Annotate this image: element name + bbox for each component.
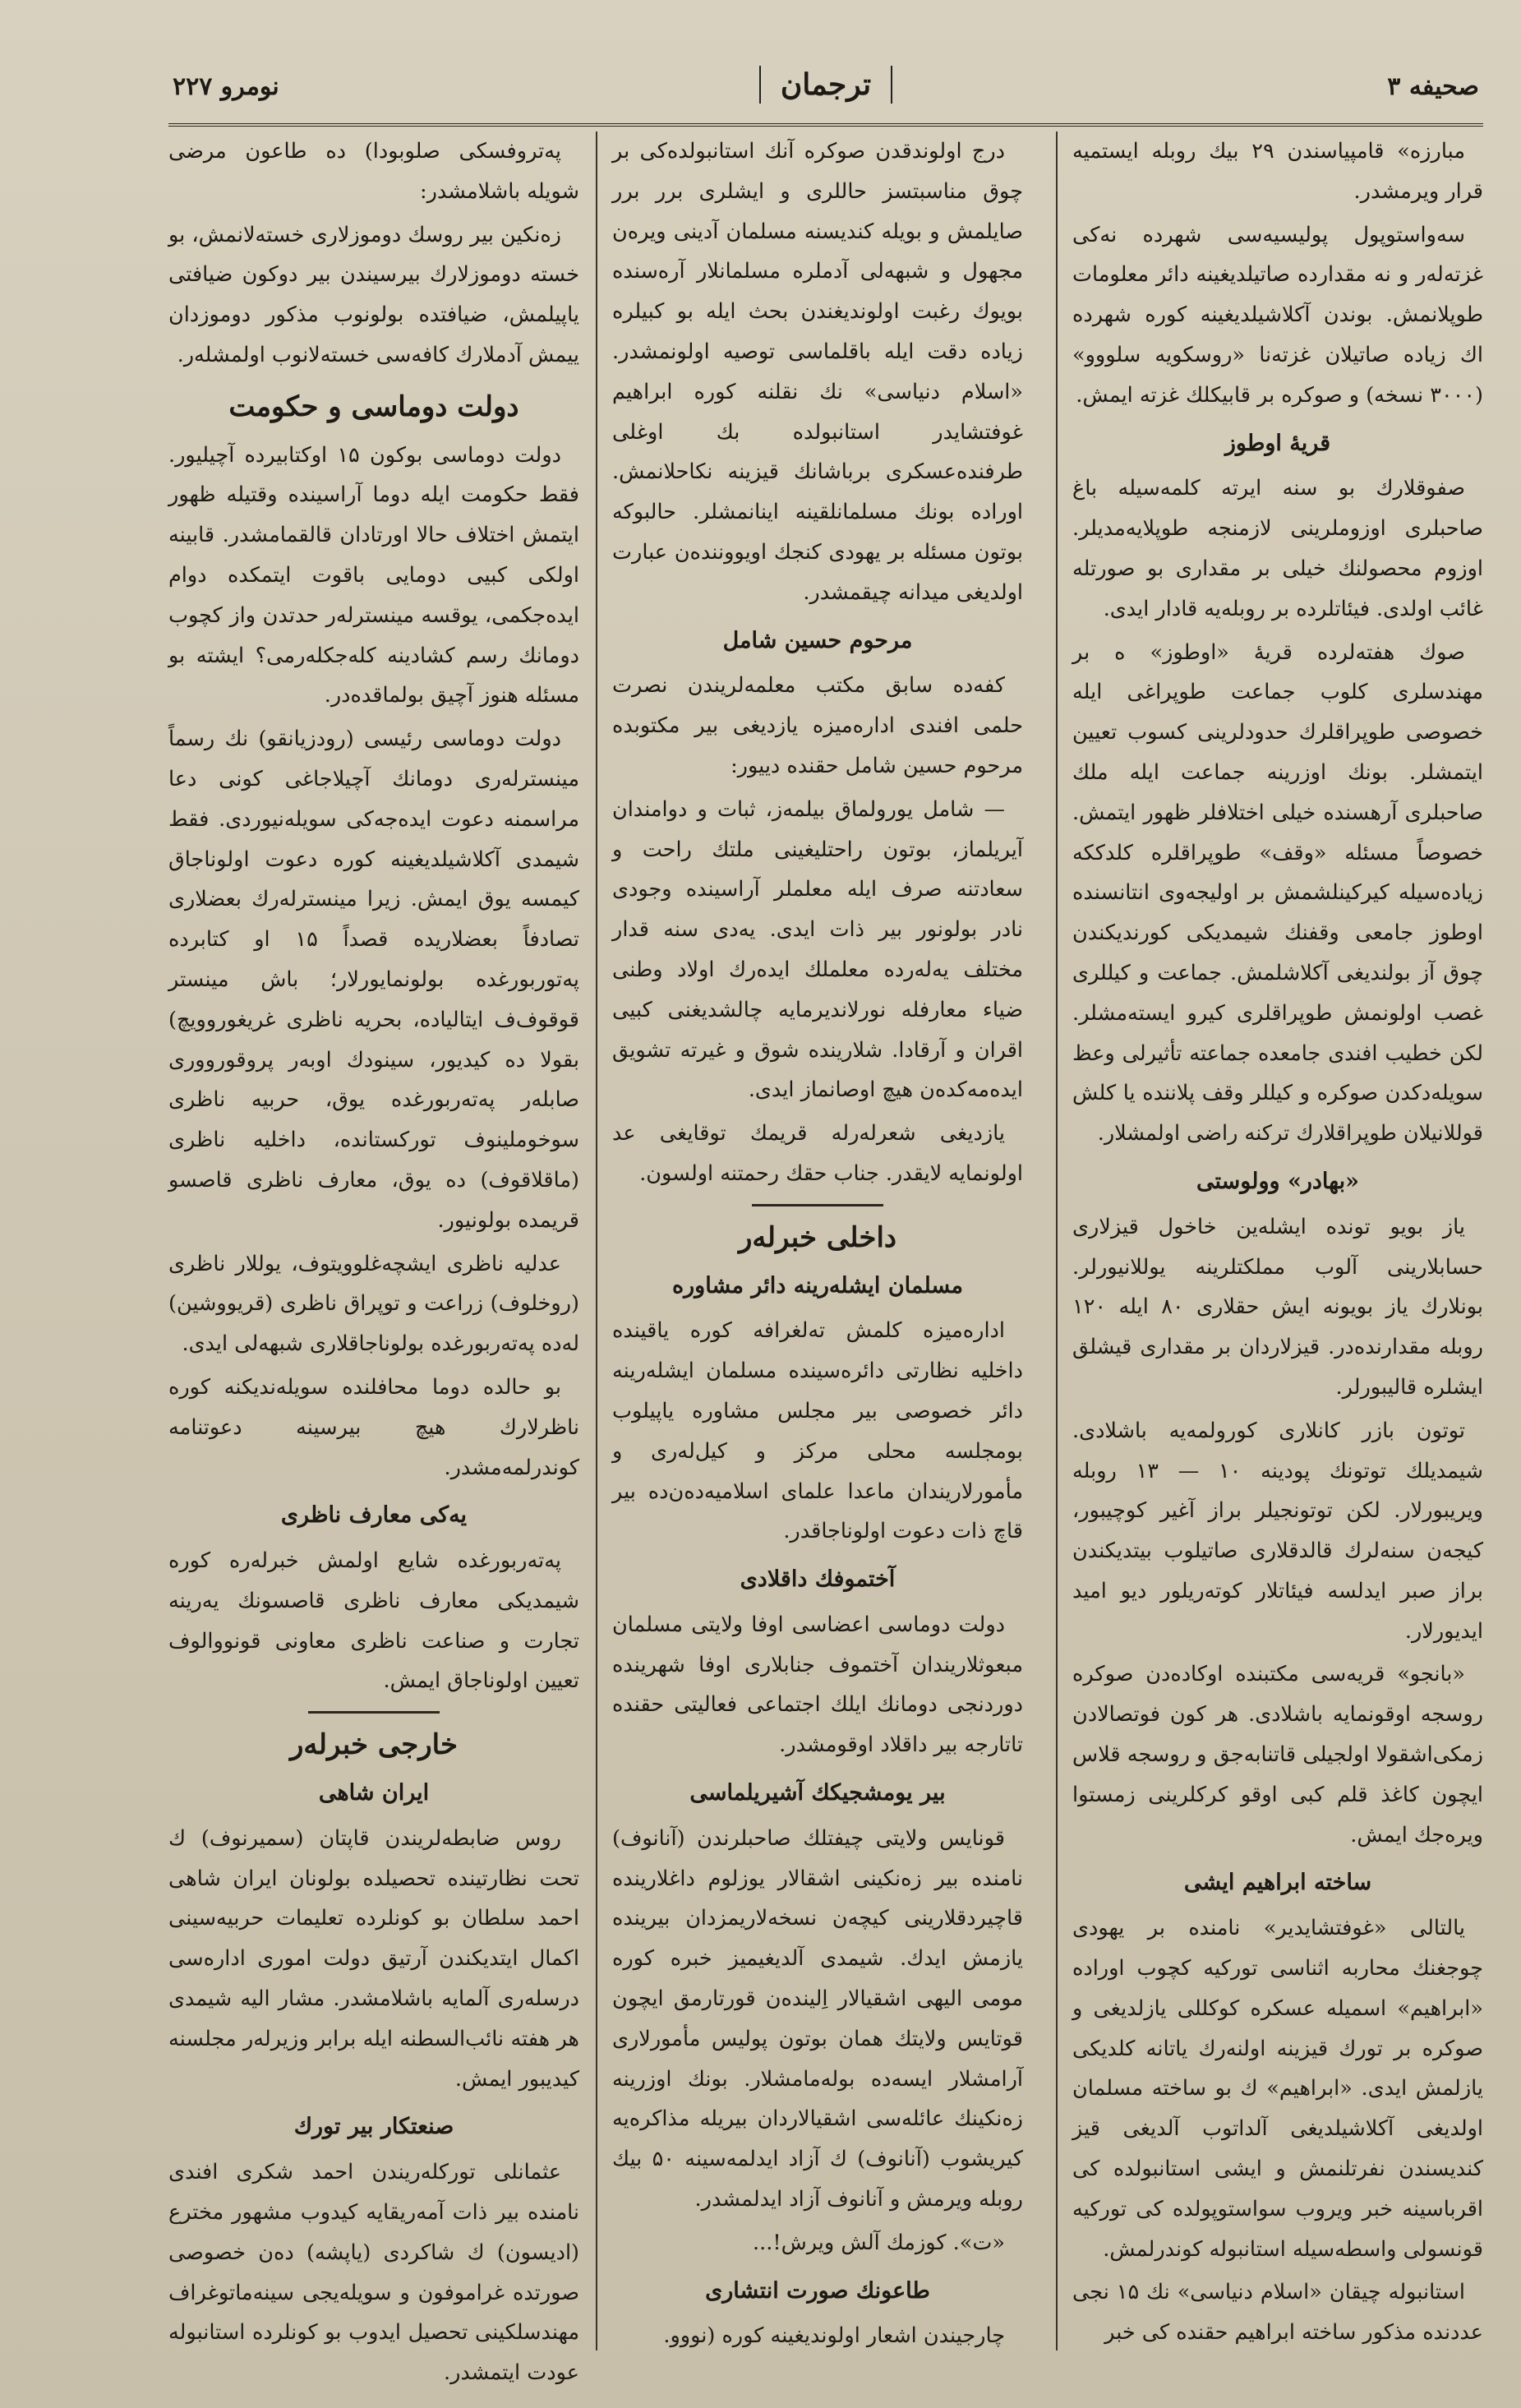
section-heading: مسلمان ایشلەرینه دائر مشاوره — [672, 1272, 963, 1299]
section-title: داخلی خبرلەر — [738, 1220, 897, 1254]
section-heading: ساخته ابراهیم ایشی — [1183, 1870, 1372, 1896]
paragraph: صوك هفته‌لرده قریهٔ «اوطوز» ه بر مهندسلری کلوب جماعت طوپراغی ایله خصوصی طوپراقلرك حدودلرینی کسوب تعیین ایتمشلر. بونك اوزرینه جماعت ایله ملك صاحبلری آرهسنده خیلی اختلافلر ظهور ایتمش. خصوصاً مسئله «وقف» طوپراقلره کلدککه زیاده‌سیله کیرکینلشمش بر اولیجه‌وی انتانسنده اوطوز جامعی وقفنك شیمدیکی کورندیکندن چوق آز بولندیغی آکلاشلمش. جماعت و کیللری غصب اولونمش طوپراقلری کیرو ایسته‌مشلر. لکن خطیب افندی جامعده جماعته تأثیرلی وعظ سویلەدکدن صوکره و کیللر وقف پلاننده یا کلش قوللانیلان طوپراقلارك ترکنه راضی اولمشلار. — [1072, 639, 1483, 1146]
paragraph: — شامل یورولماق بیلمەز، ثبات و دوامندان آیریلماز، بوتون راحتلیغینی ملتك راحت و سعادتنه صرف ایله معلملر آراسینده وجودی نادر بولونور بیر ذات ایدی. یەدی سنه قدار مختلف یەلەرده معلملك ایدەرك اولاد وطنی ضیاء معارفله نورلاندیرمایه چالشدیغنی کبیی اقران و آرقادا. شلاریندە شوق و غیرته تشویق ایدەمەکدەن هیچ اوصانماز ایدی. — [612, 796, 1023, 1103]
paragraph: سه‌واستوپول پولیسیەسی شهرده نه‌کی غزته‌لەر و نه مقدارده صاتیلدیغینه دائر معلومات طوپلانمش. بوندن آکلاشیلدیغینه کوره شهرده اك زیاده صاتیلان غزته‌نا «روسکویه سلووو» (۳۰۰۰ نسخه) و صوکره بر قابیکلك غزته ایمش. — [1072, 222, 1483, 408]
paragraph: کفه‌ده سابق مکتب معلمه‌لریندن نصرت حلمی افندی ادارەمیزه یازدیغی بیر مکتوبده مرحوم حسین شامل حقنده دییور: — [612, 673, 1023, 778]
section-title: دولت دوماسی و حکومت — [228, 390, 519, 423]
page-number: صحیفه ۳ — [1387, 72, 1479, 101]
paragraph: بو حالده دوما محافلنده سویله‌ندیکنه کوره ناظرلارك هیچ بیرسینه دعوتنامه کوندرلمه‌مشدر. — [168, 1374, 579, 1480]
separator-rule — [752, 1204, 883, 1206]
section-heading: «بهادر» وولوستی — [1196, 1168, 1359, 1194]
section-heading: مرحوم حسین شامل — [722, 627, 913, 653]
column-divider — [1056, 131, 1058, 2350]
column-right — [1072, 131, 1483, 2350]
paragraph: دولت دوماسی اعضاسی اوفا ولایتی مسلمان مبعوثلاریندان آختموف جنابلاری اوفا شهرینده دوردنجی دومانك ایلك اجتماعی فعالیتی حقنده تاتارجه بیر داقلاد اوقومشدر. — [612, 1612, 1023, 1758]
section-heading: طاعونك صورت انتشاری — [705, 2277, 930, 2304]
newspaper-name: ترجمان — [759, 66, 892, 104]
paragraph: مبارزه» قامپیاسندن ۲۹ بیك روبله ایستمیه قرار ویرمشدر. — [1072, 139, 1483, 204]
paragraph: یالتالی «غوفتشایدیر» نامنده بر یهودی چوجغنك محاربه اثناسی تورکیه کچوب اوراده «ابراهیم» اسمیله عسکره کوکللی یازلدیغی و صوکره بر تورك قیزینه اولنەرك یاتانه کلدیکی یازلمش ایدی. «ابراهیم» ك بو ساخته مسلمان اولدیغی آکلاشیلدیغی آلداتوب آلدیغی قیز کندیسندن نفرتلنمش و ایشی استانبولده کی اقرباسینه خبر ویروب سواستوپولده کی تورکیه قونسولی واسطه‌سیله استانبوله کوندرلمش. — [1072, 1916, 1483, 2262]
separator-rule — [308, 1711, 440, 1714]
section-heading: صنعتکار بیر تورك — [293, 2114, 454, 2140]
header-rule — [168, 123, 1483, 127]
paragraph: زەنکین بیر روسك دوموزلاری خستەلانمش، بو خسته دوموزلارك بیرسیندن بیر دوکون ضیافتی یاپیلمش، ضیافتده بولونوب مذکور دوموزدان ییمش آدملارك کافەسی خستەلانوب اولمشلەر. — [168, 222, 579, 367]
paragraph: عثمانلی تورکلەریندن احمد شکری افندی نامنده بیر ذات آمەریقایه کیدوب مشهور مخترع (ادیسون) ك شاکردی (یاپشه) دەن خصوصی صورتده غراموفون و سویلەیجی سینه‌ماتوغراف مهندسلکینی تحصیل ایدوب بو کونلرده استانبوله عودت ایتمشدر. — [168, 2160, 579, 2386]
paragraph: دولت دوماسی بوکون ۱۵ اوکتابیرده آچیلیور. فقط حکومت ایله دوما آراسینده وقتیله ظهور ایتمش اختلاف حالا اورتادان قالقمامشدر. قابینه اولکی کبیی دومایی باقوت ایتمکده دوام ایده‌جکمی، یوقسه مینسترلەر حدتدن واز کچوب دومانك رسم کشادینه کله‌جکلەرمی؟ ایشته بو مسئله هنوز آچیق بولماقده‌در. — [168, 442, 579, 708]
paragraph: پەتروفسکی صلوبودا) ده طاعون مرضی شویله باشلامشدر: — [168, 139, 579, 204]
paragraph: صفوقلارك بو سنه ایرته کلمه‌سیله باغ صاحبلری اوزوملرینی لازمنجه طوپلایه‌مدیلر. اوزوم محصولنك خیلی بر مقداری بو صورتله غائب اولدی. فیئاتلرده بر روبله‌یه قادار ایدی. — [1072, 476, 1483, 621]
paragraph: دولت دوماسی رئیسی (رودزیانقو) نك رسماً مینسترلەری دومانك آچیلاجاغی کونی دعا مراسمنه دعوت ایده‌جه‌کی سویله‌نیوردی. فقط شیمدی آکلاشیلدیغینه کوره دعوت اولوناجاق کیمسه یوق ایمش. زیرا مینسترلەرك بعضلاری تصادفاً بعضلاریده قصداً ۱۵ او کتابرده پەتوربورغده بولونمایورلار؛ باش مینستر قوقوف‌ف ایتالیاده، بحریه ناظری غریغوروویچ) بقولا ده کیدیور، سینودك اوبەر پروقورووری صابلەر پەتەربورغده یوق، حربیه ناظری سوخوملینوف تورکستانده، داخلیه ناظری (ماقلاقوف) ده یوق، معارف ناظری قاصسو قریمده بولونیور. — [168, 727, 579, 1233]
paragraph: توتون بازر کانلاری کورولمه‌یه باشلادی. شیمدیلك توتونك پودینه ۱۰ — ۱۳ روبله ویریبورلار. لکن توتونجیلر براز آغیر کوچیبور، کیجه‌ن سنه‌لرك قالدقلاری صاتیلوب بیتدیکندن براز صبر ایدلسه فیئاتلار کوتەریلور دیو امید ایدیورلار. — [1072, 1418, 1483, 1644]
issue-number: نومرو ۲۲۷ — [173, 72, 279, 101]
paragraph: «بانجو» قریه‌سی مکتبنده اوکاده‌دن صوکره روسجه اوقونمایه باشلادی. هر کون فوتصالادن زمکی‌اشقولا اولجیلی قاتنابه‌جق و روسجه قلاس ایچون کاغذ قلم کبی اوقو کرکلرینی زمستوا ویرەجك ایمش. — [1072, 1662, 1483, 1848]
paragraph: استانبوله چیقان «اسلام دنیاسی» نك ۱۵ نجی عددنده مذکور ساخته ابراهیم حقنده کی خبر — [1072, 2280, 1483, 2346]
column-left — [168, 131, 579, 2386]
paragraph: پەتەربورغده شایع اولمش خبرلەره کوره شیمدیکی معارف ناظری قاصسونك یەرینه تجارت و صناعت ناظری معاونی قونووالوف تعیین اولوناجاق ایمش. — [168, 1548, 579, 1694]
section-heading: قریهٔ اوطوز — [1224, 430, 1331, 456]
paragraph: یازدیغی شعرلەرلە قریمك توقایغی عد اولونمایه لایقدر. جناب حقك رحمتنه اولسون. — [612, 1121, 1023, 1186]
section-title: خارجی خبرلەر — [289, 1728, 459, 1762]
section-heading: یەکی معارف ناظری — [280, 1502, 468, 1529]
paragraph: درج اولوندقدن صوکره آنك استانبولده‌کی بر چوق مناسبتسز حاللری و ایشلری برر برر صایلمش و بویله کندیسنه مسلمان آدینی ویرەن مجهول و شبهه‌لی آدملره مسلمانلار آرەسنده بویوك رغبت اولوندیغندن بحث ایله بو کبیلره زیاده دقت ایله باقلماسی توصیه اولونمشدر. «اسلام دنیاسی» نك نقلنه کوره ابراهیم غوفتشایدر استانبولده بك اوغلی طرفنده‌عسکری برباشانك قیزینه نکاحلانمش. اوراده بونك مسلمانلقینه اینانمشلر. حالبوکه بوتون مسئله بر یهودی کنجك اویووننده‌ن عبارت اولدیغی میدانه چیقمشدر. — [612, 139, 1023, 605]
section-heading: بیر یومشجیکك آشیریلماسی — [689, 1780, 946, 1806]
newspaper-title — [173, 67, 1479, 102]
paragraph: چارجیندن اشعار اولوندیغینه کوره (نووو. — [663, 2323, 1005, 2349]
column-middle — [612, 131, 1023, 2350]
paragraph: عدلیه ناظری ایشچەغلوویتوف، یوللار ناظری (روخلوف) زراعت و توپراق ناظری (قریووشین) لەده پەتەربورغده بولوناجاقلاری شبهه‌لی ایدی. — [168, 1251, 579, 1357]
column-divider — [596, 131, 597, 2350]
paragraph: روس ضابطەلریندن قاپتان (سمیرنوف) ك تحت نظارتینده تحصیلده بولونان ایران شاهی احمد سلطان بو کونلرده تعلیمات حربیەسینی اکمال ایتدیکندن آرتیق دولت اموری ادارەسی درسلەری آلمایه باشلامشدر. مشار الیه شیمدی هر هفته نائب‌السطنه ایله برابر وزیرلەر مجلسنه کیدیبور ایمش. — [168, 1825, 579, 2092]
section-heading: آختموفك داقلادی — [740, 1566, 896, 1593]
paragraph: «ت». کوزمك آلش ویرش!... — [753, 2230, 1005, 2255]
paragraph: ادارەمیزه کلمش تەلغرافه کوره یاقینده داخلیه نظارتی دائرەسینده مسلمان ایشلەرینه دائر خصوصی بیر مجلس مشاوره یاپیلوب بومجلسه محلی مرکز و کیل‌لەری و مأمورلاریندان ماعدا علمای اسلامیەدەن‌دە بیر قاچ ذات دعوت اولوناجاقدر. — [612, 1318, 1023, 1544]
page-header — [173, 64, 1479, 123]
section-heading: ایران شاهی — [318, 1780, 430, 1806]
paragraph: قونایس ولایتی چیفتلك صاحبلرندن (آنانوف) نامنده بیر زەنکینی اشقالار یوزلوم داغلاریندە قاچیردقلارینی کیچه‌ن نسخەلاریمزدان بیرینده یازمش ایدك. شیمدی آلدیغیمیز خبره کوره مومی الیهی اشقیالار اِلیندەن قورتارمق ایچون قوتایس ولایتك همان بوتون پولیس مأمورلاری آرامشلار ایسەدە بولەمامشلار. بونك اوزرینه زەنکینك عائله‌سی اشقیالاردان بیریله مذاکرەیه کیریشوب (آنانوف) ك آزاد ایدلمەسینه ۵۰ بیك روبله ویرمش و آنانوف آزاد ایدلمشدر. — [612, 1825, 1024, 2212]
paragraph: یاز بویو تونده ایشله‌ین خاخول قیزلاری حسابلارینی آلوب مملکتلرینه یوللانیورلر. بونلارك یاز بویونه ایش حقلاری ۸۰ ایله ۱۲۰ روبله مقدارنده‌در. قیزلاردان بر مقداری قیشلق ایشلره قالیبورلر. — [1072, 1214, 1483, 1400]
